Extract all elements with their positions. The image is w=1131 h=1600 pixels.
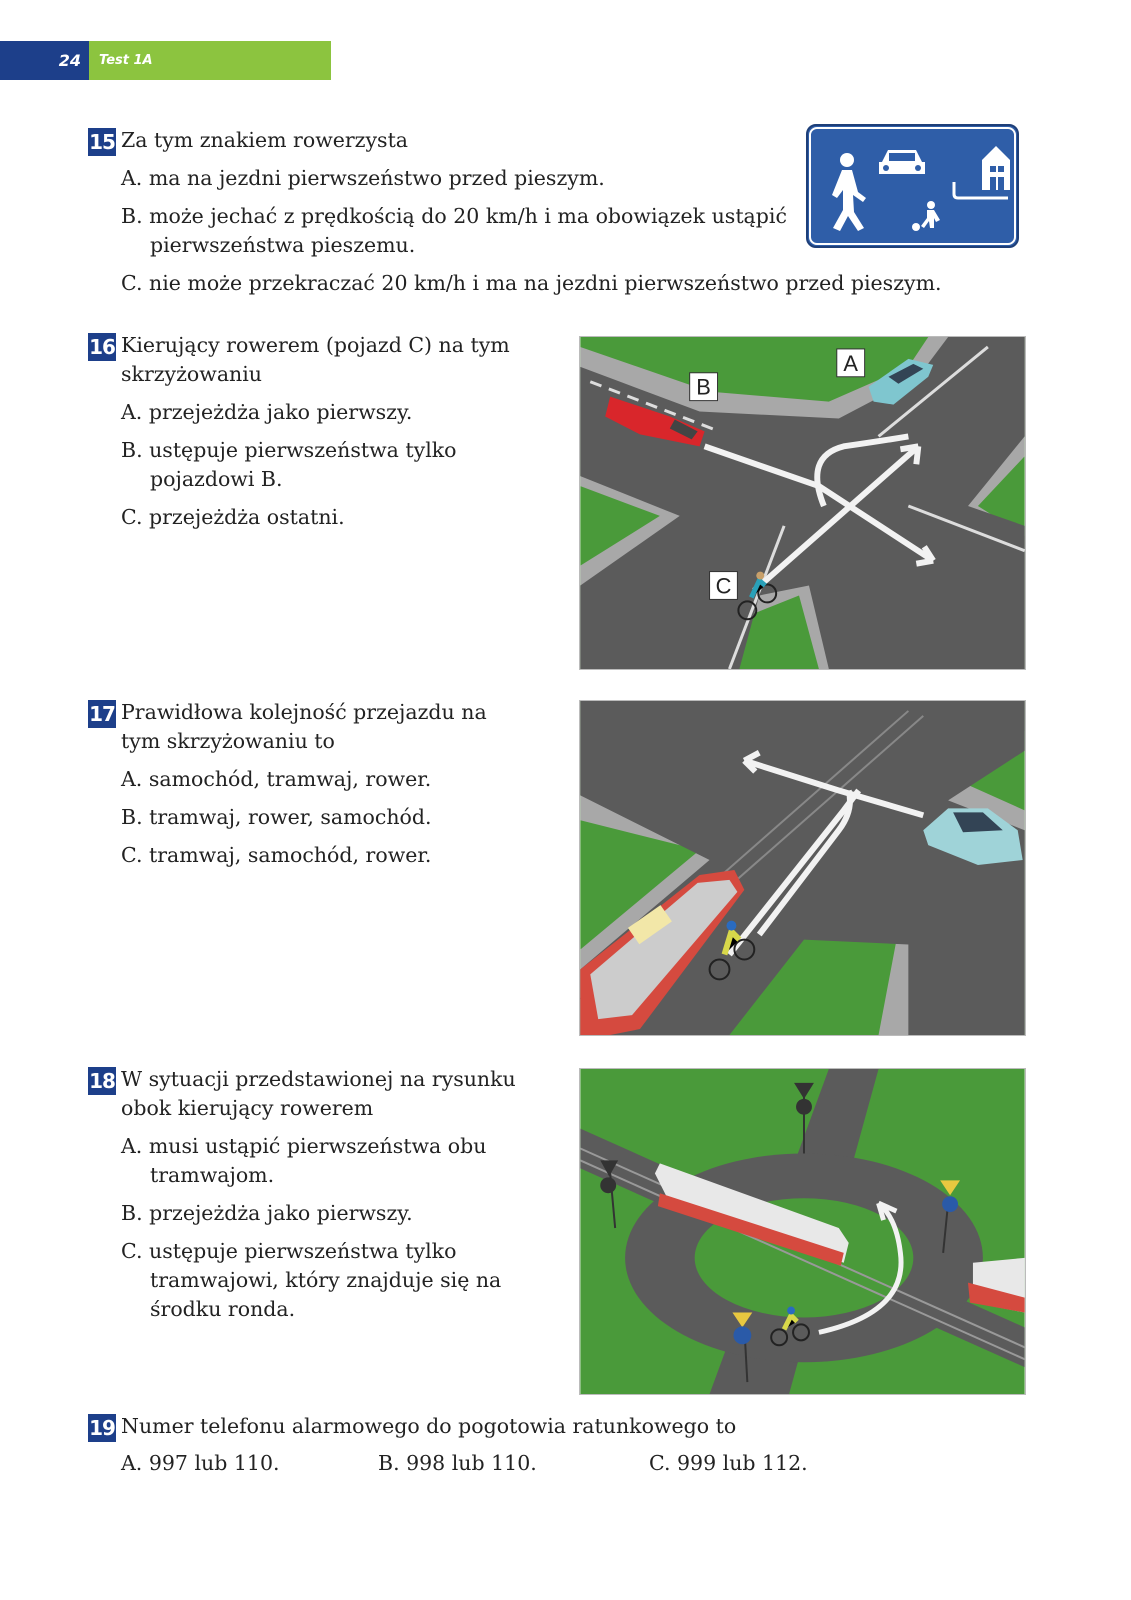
question-text: Numer telefonu alarmowego do pogotowia ratunkowego to (121, 1414, 737, 1438)
question-text: W sytuacji przedstawionej na rysunku obok kierujący rowerem (121, 1067, 516, 1120)
question-number: 16 (89, 335, 115, 359)
question-text: Za tym znakiem rowerzysta (121, 128, 409, 152)
answer-option-b[interactable]: B. ustępuje pierwszeństwa tylko pojazdowi B. (121, 438, 457, 491)
intersection-image-q16 (579, 336, 1026, 670)
test-label: Test 1A (89, 41, 331, 80)
question-18 (88, 1065, 538, 1333)
page-number: 24 (0, 41, 89, 80)
question-17 (88, 698, 528, 879)
figure-label-c: C (715, 573, 732, 599)
question-text: Kierujący rowerem (pojazd C) na tym skrzyżowaniu (121, 333, 510, 386)
question-16 (88, 331, 528, 541)
answer-option-c[interactable]: C. tramwaj, samochód, rower. (121, 843, 432, 867)
answer-option-b[interactable]: B. 998 lub 110. (378, 1451, 537, 1475)
answer-option-c[interactable]: C. ustępuje pierwszeństwa tylko tramwajowi, który znajduje się na środku ronda. (121, 1239, 502, 1321)
answer-option-a[interactable]: A. przejeżdża jako pierwszy. (121, 400, 413, 424)
figure-label-a: A (843, 350, 859, 376)
road-sign-image (806, 124, 1019, 248)
answer-options (121, 765, 528, 870)
roundabout-image-q18 (579, 1068, 1026, 1395)
question-number: 17 (89, 702, 115, 726)
answer-options (121, 1132, 538, 1324)
answer-option-b[interactable]: B. może jechać z prędkością do 20 km/h i ma obowiązek ustąpić pierwszeństwa pieszemu. (121, 204, 787, 257)
answer-option-a[interactable]: A. 997 lub 110. (121, 1451, 280, 1475)
intersection-image-q17 (579, 700, 1026, 1036)
question-number: 19 (89, 1416, 115, 1440)
answer-option-c[interactable]: C. nie może przekraczać 20 km/h i ma na jezdni pierwszeństwo przed pieszym. (121, 271, 942, 295)
question-number: 18 (89, 1069, 115, 1093)
answer-option-b[interactable]: B. przejeżdża jako pierwszy. (121, 1201, 413, 1225)
answer-option-a[interactable]: A. ma na jezdni pierwszeństwo przed pieszym. (121, 166, 605, 190)
answer-option-a[interactable]: A. samochód, tramwaj, rower. (121, 767, 432, 791)
page-header (0, 41, 331, 80)
answer-option-c[interactable]: C. przejeżdża ostatni. (121, 505, 345, 529)
answer-option-a[interactable]: A. musi ustąpić pierwszeństwa obu tramwajom. (121, 1134, 487, 1187)
figure-label-b: B (696, 374, 711, 400)
question-19 (88, 1412, 988, 1441)
question-text: Prawidłowa kolejność przejazdu na tym skrzyżowaniu to (121, 700, 487, 753)
question-number: 15 (89, 130, 115, 154)
answer-option-c[interactable]: C. 999 lub 112. (649, 1451, 808, 1475)
answer-options (121, 398, 528, 532)
answer-option-b[interactable]: B. tramwaj, rower, samochód. (121, 805, 432, 829)
